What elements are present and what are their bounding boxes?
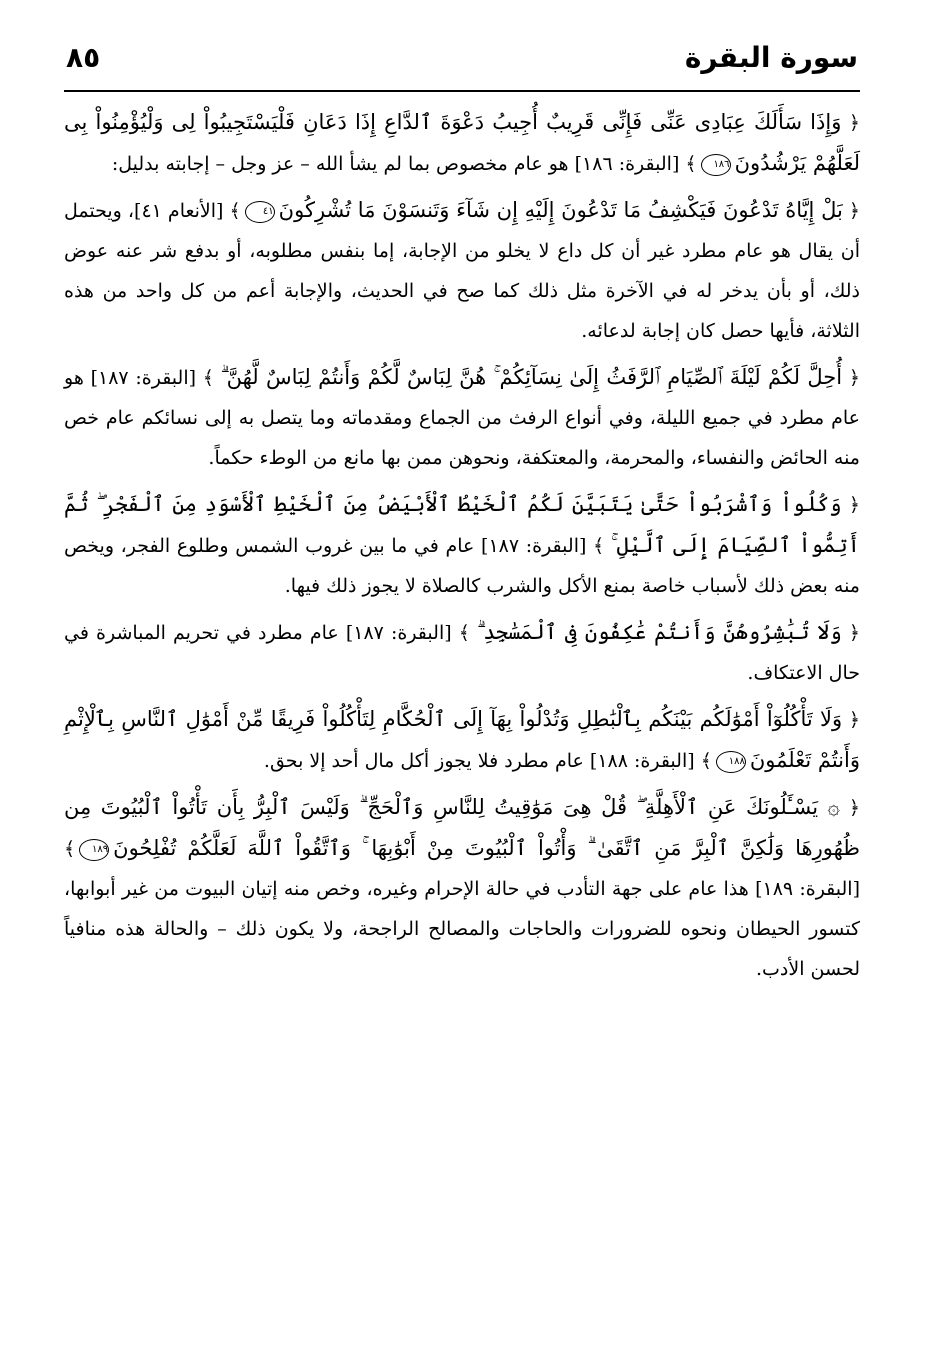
quran-verse: أُحِلَّ لَكُمْ لَيْلَةَ ٱلصِّيَامِ ٱلرَّفَثُ إِلَىٰ نِسَآئِكُمْ ۚ هُنَّ لِبَاسٌ لَّكُمْ وَأَنتُمْ لِبَاسٌ لَّهُنَّ ۗ — [220, 365, 843, 389]
quran-verse: وَلَا تَأْكُلُوٓاْ أَمْوَٰلَكُم بَيْنَكُم بِٱلْبَٰطِلِ وَتُدْلُواْ بِهَآ إِلَى ٱلْحُكَّامِ لِتَأْكُلُواْ فَرِيقًا مِّنْ أَمْوَٰلِ ٱلنَّاسِ بِٱلْإِثْمِ وَأَنتُمْ تَعْلَمُونَ — [64, 707, 860, 772]
book-page — [64, 0, 860, 1367]
ornament-open: ﴿ — [848, 622, 860, 644]
ornament-open: ﴿ — [848, 494, 860, 516]
paragraph-ayah-187-c — [64, 612, 860, 693]
quran-verse: ۞ يَسْـَٔلُونَكَ عَنِ ٱلْأَهِلَّةِ ۖ قُلْ هِىَ مَوَٰقِيتُ لِلنَّاسِ وَٱلْحَجِّ ۗ وَلَيْسَ ٱلْبِرُّ بِأَن تَأْتُواْ ٱلْبُيُوتَ مِن ظُهُورِهَا وَلَٰكِنَّ ٱلْبِرَّ مَنِ ٱتَّقَىٰ ۗ وَأْتُواْ ٱلْبُيُوتَ مِنْ أَبْوَٰبِهَا ۚ وَٱتَّقُواْ ٱللَّهَ لَعَلَّكُمْ تُفْلِحُونَ — [64, 795, 860, 860]
ornament-close: ﴾ — [593, 535, 605, 557]
paragraph-anam-41 — [64, 190, 860, 351]
commentary-text: عام مطرد في تحريم المباشرة في حال الاعتكاف. — [64, 622, 860, 684]
quran-verse: بَلْ إِيَّاهُ تَدْعُونَ فَيَكْشِفُ مَا تَدْعُونَ إِلَيْهِ إِن شَآءَ وَتَنسَوْنَ مَا تُشْرِكُونَ — [278, 198, 843, 222]
ornament-close: ﴾ — [458, 622, 470, 644]
ornament-close: ﴾ — [64, 838, 76, 860]
header-rule — [64, 90, 860, 92]
ornament-open: ﴿ — [848, 112, 860, 134]
quran-verse: وَكُلُواْ وَٱشْرَبُواْ حَتَّىٰ يَتَبَيَّنَ لَكُمُ ٱلْخَيْطُ ٱلْأَبْيَضُ مِنَ ٱلْخَيْطِ ٱلْأَسْوَدِ مِنَ ٱلْفَجْرِ ۖ ثُمَّ أَتِمُّواْ ٱلصِّيَامَ إِلَى ٱلَّيْلِ ۚ — [64, 492, 860, 557]
ornament-open: ﴿ — [848, 797, 860, 819]
ornament-open: ﴿ — [848, 709, 860, 731]
quran-verse: وَلَا تُبَٰشِرُوهُنَّ وَأَنتُمْ عَٰكِفُونَ فِى ٱلْمَسَٰجِدِ ۗ — [476, 620, 842, 644]
commentary-text: هذا عام على جهة التأدب في حالة الإحرام وغيره، وخص منه إتيان البيوت من غير أبوابها، كتسور الحيطان ونحوه للضرورات والحاجات والمصالح الراجحة، ولا يكون ذلك – والحالة هذه منافياً لحسن الأدب. — [64, 878, 860, 980]
paragraph-ayah-188 — [64, 699, 860, 781]
ayah-number-marker: ١٨٦ — [701, 154, 731, 176]
commentary-text: هو عام مخصوص بما لم يشأ الله – عز وجل – إجابته بدليل: — [111, 153, 569, 175]
ornament-close: ﴾ — [202, 367, 214, 389]
ayah-number-marker: ٤١ — [245, 201, 275, 223]
commentary-text: هو عام مطرد في جميع الليلة، وفي أنواع الرفث من الجماع ومقدماته وما يتصل به إلى نسائكم عام خص منه الحائض والنفساء، والمحرمة، والمعتكفة، ونحوهن ممن بها مانع من الوطء حكماً. — [64, 367, 860, 469]
verse-reference: [البقرة: ١٨٦] — [574, 153, 680, 175]
verse-reference: [البقرة: ١٨٧] — [481, 535, 587, 557]
verse-reference: [البقرة: ١٨٧] — [345, 622, 452, 644]
verse-reference: [الأنعام ٤١] — [134, 200, 224, 222]
commentary-text: عام مطرد فلا يجوز أكل مال أحد إلا بحق. — [263, 750, 584, 772]
ornament-open: ﴿ — [848, 367, 860, 389]
paragraph-ayah-186 — [64, 102, 860, 184]
paragraph-ayah-187-b — [64, 484, 860, 606]
verse-reference: [البقرة: ١٨٨] — [589, 750, 695, 772]
ornament-close: ﴾ — [700, 750, 712, 772]
ayah-number-marker: ١٨٨ — [716, 751, 746, 773]
paragraph-ayah-187-a — [64, 357, 860, 478]
verse-reference: [البقرة: ١٨٧] — [90, 367, 197, 389]
commentary-text: ، ويحتمل أن يقال هو عام مطرد غير أن كل داع لا يخلو من الإجابة، إما بنفس مطلوبه، أو بدفع شر عنه عوض ذلك، أو بأن يدخر له في الآخرة مثل ذلك كما صح في الحديث، والإجابة أعم من كل واحد من هذه الثلاثة، فأيها حصل كان إجابة لدعائه. — [64, 200, 860, 342]
verse-reference: [البقرة: ١٨٩] — [755, 878, 860, 900]
ornament-close: ﴾ — [229, 200, 241, 222]
ornament-close: ﴾ — [685, 153, 697, 175]
page-number: ٨٥ — [66, 41, 101, 74]
surah-title: سورة البقرة — [684, 41, 858, 74]
ayah-number-marker: ١٨٩ — [79, 839, 109, 861]
ornament-open: ﴿ — [848, 200, 861, 222]
commentary-text: عام في ما بين غروب الشمس وطلوع الفجر، ويخص منه بعض ذلك لأسباب خاصة بمنع الأكل والشرب كالصلاة لا يجوز ذلك فيها. — [64, 535, 860, 597]
page-header — [64, 36, 860, 84]
quran-verse: وَإِذَا سَأَلَكَ عِبَادِى عَنِّى فَإِنِّى قَرِيبٌ أُجِيبُ دَعْوَةَ ٱلدَّاعِ إِذَا دَعَانِ فَلْيَسْتَجِيبُواْ لِى وَلْيُؤْمِنُواْ بِى لَعَلَّهُمْ يَرْشُدُونَ — [64, 110, 860, 175]
page-body — [64, 102, 860, 995]
paragraph-ayah-189 — [64, 787, 860, 989]
